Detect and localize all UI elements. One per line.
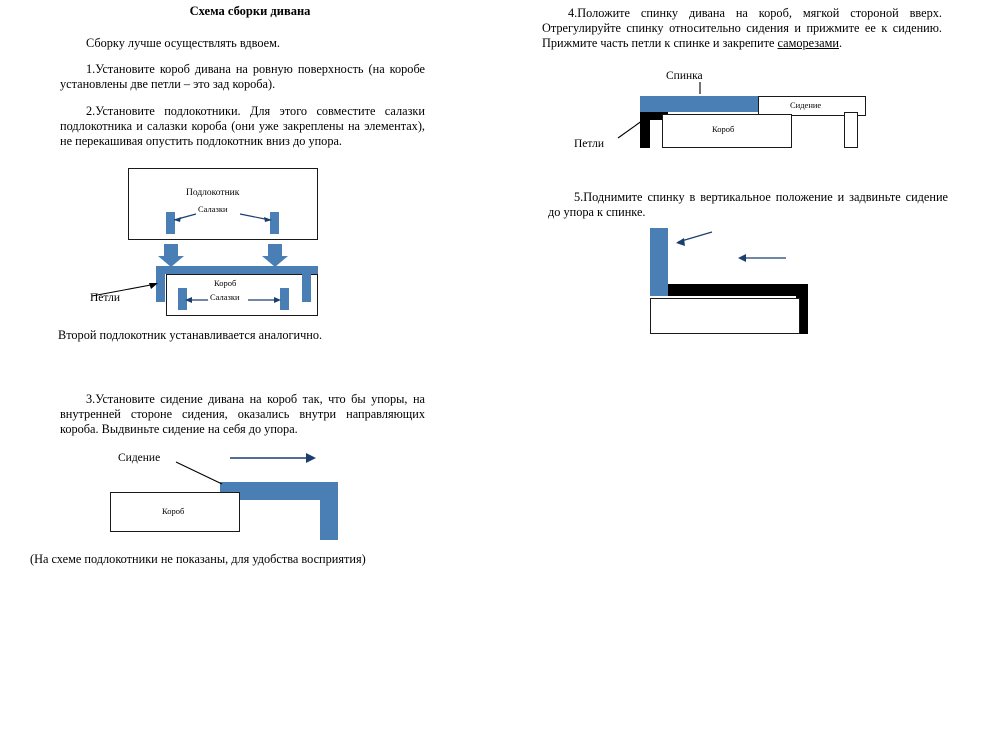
step4-end: .: [838, 36, 843, 50]
seat-label: Сидение: [790, 100, 822, 110]
page-title: Схема сборки дивана: [189, 4, 311, 18]
back-label: Спинка: [666, 70, 703, 82]
step1-paragraph: 1.Установите короб дивана на ровную поверхность (на коробе установлены две петли – это зад короба).: [60, 62, 425, 91]
schema-note: (На схеме подлокотники не показаны, для удобства восприятия): [30, 552, 366, 566]
diagram-back-vertical: [650, 228, 980, 338]
runners-label: Салазки: [198, 204, 228, 214]
diagram-box-hinges: [90, 266, 318, 316]
diagram-armrest-arrows: [128, 168, 318, 240]
box-label: Короб: [214, 278, 237, 288]
intro-paragraph: Сборку лучше осуществлять вдвоем.: [86, 36, 280, 50]
step5-paragraph: 5.Поднимите спинку в вертикальное положение и задвиньте сидение до упора к спинке.: [548, 190, 948, 219]
box-label: Короб: [712, 124, 735, 134]
diagram-down-arrows: [128, 244, 318, 268]
runners-label: Салазки: [210, 292, 240, 302]
hinges-label: Петли: [574, 138, 605, 150]
second-armrest-note: Второй подлокотник устанавливается аналогично.: [58, 328, 323, 342]
armrest-label: Подлокотник: [186, 188, 240, 198]
hinges-label: Петли: [90, 292, 121, 304]
diagram-armrest: [128, 168, 318, 240]
step3-paragraph: 3.Установите сидение дивана на короб так, что бы упоры, на внутренней стороне сидения, оказались внутри направляющих короба. Выдвиньте сидение на себя до упора.: [60, 392, 425, 436]
step4-text: 4.Положите спинку дивана на короб, мягкой стороной вверх. Отрегулируйте спинку относительно сидения и прижмите ее к сидению. Прижмите часть петли к спинке и закрепите: [542, 6, 942, 50]
right-column: [500, 0, 1000, 750]
diagram-back-on-box: [574, 70, 970, 164]
step4-underlined-word: саморезами: [777, 36, 839, 50]
step2-paragraph: 2.Установите подлокотники. Для этого совместите салазки подлокотника и салазки короба (они уже закреплены на элементах), не перекашивая опустить подлокотник вниз до упора.: [60, 104, 425, 148]
box-label: Короб: [162, 506, 185, 516]
diagram-seat-on-box: [110, 452, 370, 540]
seat-label: Сидение: [118, 452, 161, 464]
step4-paragraph: [542, 6, 942, 51]
